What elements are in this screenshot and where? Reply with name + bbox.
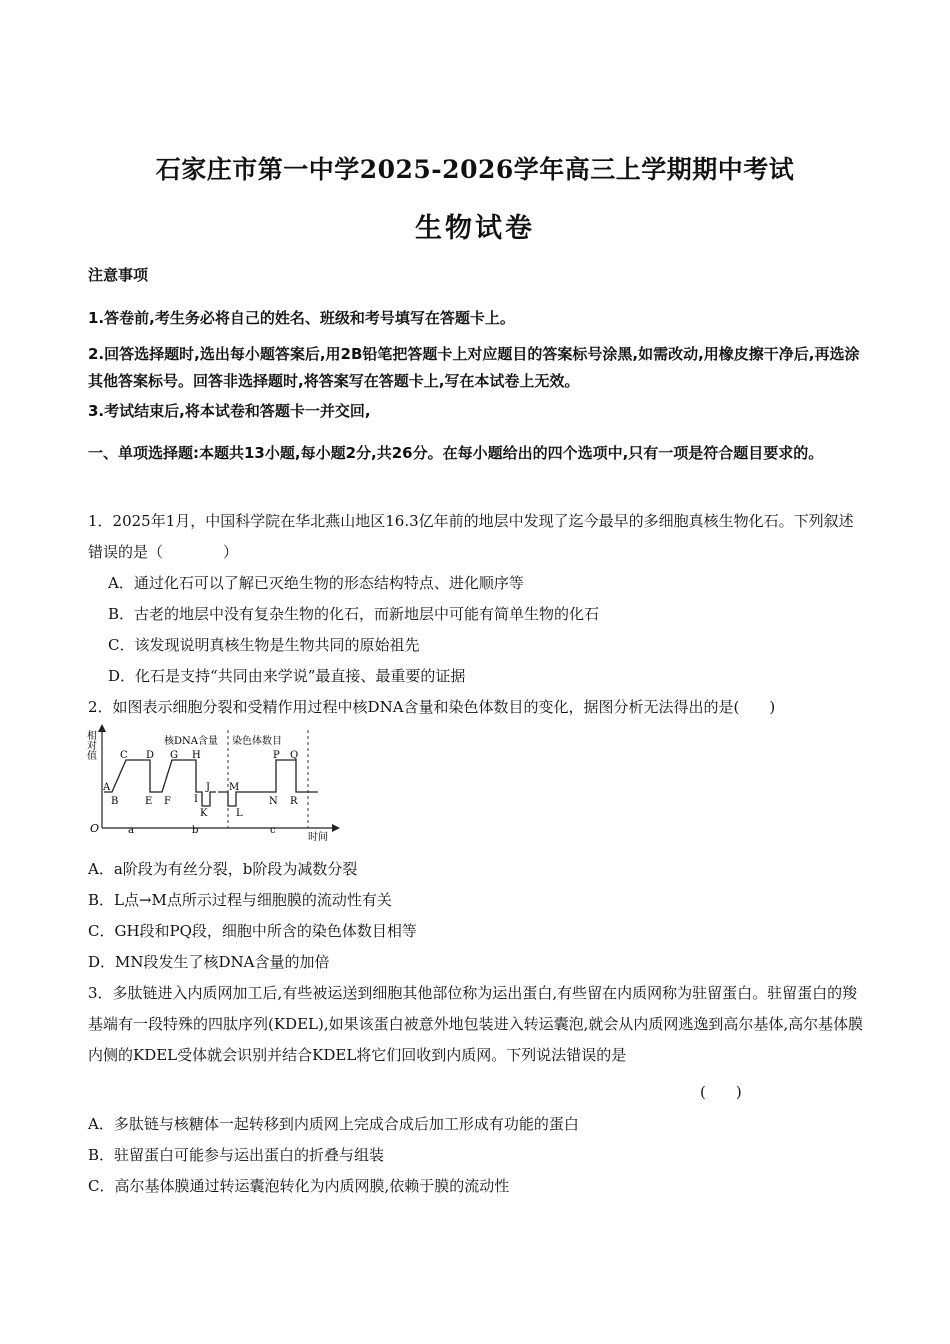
question-3-option-b: B．驻留蛋白可能参与运出蛋白的折叠与组装 (88, 1146, 385, 1164)
point-b: B (111, 796, 119, 807)
point-p: P (273, 750, 280, 761)
point-a: A (103, 782, 111, 793)
question-2-option-d: D．MN段发生了核DNA含量的加倍 (88, 953, 330, 971)
y-axis-label: 相对值 (84, 730, 96, 760)
point-q: Q (290, 750, 299, 761)
y-axis-arrow (98, 724, 106, 732)
point-g: G (170, 750, 178, 761)
question-3-stem: 3．多肽链进入内质网加工后,有些被运送到细胞其他部位称为运出蛋白,有些留在内质网称为驻留蛋白。驻留蛋白的羧基端有一段特殊的四肽序列(KDEL),如果该蛋白被意外地包装进入转运囊泡,就会从内质网逃逸到高尔基体,高尔基体膜内侧的KDEL受体就会识别并结合KDEL将它们回收到内质网。下列说法错误的是 (88, 984, 864, 1064)
point-l: L (236, 808, 243, 819)
notice-item-3: 3.考试结束后,将本试卷和答题卡一并交回, (88, 402, 371, 420)
question-2-option-c: C．GH段和PQ段，细胞中所含的染色体数目相等 (88, 922, 417, 940)
notice-heading: 注意事项 (88, 266, 149, 284)
question-2-option-b: B．L点→M点所示过程与细胞膜的流动性有关 (88, 891, 392, 909)
point-i: I (194, 794, 198, 805)
point-r: R (290, 796, 298, 807)
exam-subtitle: 生物试卷 (415, 213, 535, 244)
point-c: C (120, 750, 128, 761)
section-heading: 一、单项选择题:本题共13小题,每小题2分,共26分。在每小题给出的四个选项中,只有一项是符合题目要求的。 (88, 444, 824, 462)
region-dna-label: 核DNA含量 (164, 736, 218, 747)
question-2-stem: 2．如图表示细胞分裂和受精作用过程中核DNA含量和染色体数目的变化，据图分析无法得出的是( ) (88, 698, 776, 716)
notice-item-2: 2.回答选择题时,选出每小题答案后,用2B铅笔把答题卡上对应题目的答案标号涂黑,如需改动,用橡皮擦干净后,再选涂其他答案标号。回答非选择题时,将答案写在答题卡上,写在本试卷上无效。 (88, 345, 860, 390)
dna-curve (104, 760, 216, 806)
stage-c: c (270, 825, 276, 836)
point-k: K (200, 808, 208, 819)
x-axis-arrow (332, 824, 340, 832)
dna-chromosome-diagram (86, 722, 346, 844)
point-d: D (146, 750, 155, 761)
exam-title: 石家庄市第一中学2025-2026学年高三上学期期中考试 (155, 155, 795, 184)
question-1-option-c: C．该发现说明真核生物是生物共同的原始祖先 (108, 636, 420, 654)
question-3-option-a: A．多肽链与核糖体一起转移到内质网上完成合成后加工形成有功能的蛋白 (88, 1115, 579, 1133)
region-chrom-label: 染色体数目 (232, 736, 282, 747)
question-1-stem: 1．2025年1月，中国科学院在华北燕山地区16.3亿年前的地层中发现了迄今最早的多细胞真核生物化石。下列叙述错误的是（ ） (88, 512, 854, 561)
question-2-option-a: A．a阶段为有丝分裂，b阶段为减数分裂 (88, 860, 358, 878)
question-1-option-b: B．古老的地层中没有复杂生物的化石，而新地层中可能有简单生物的化石 (108, 605, 600, 623)
question-3-option-c: C．高尔基体膜通过转运囊泡转化为内质网膜,依赖于膜的流动性 (88, 1177, 510, 1195)
stage-a: a (128, 825, 134, 836)
x-axis-label: 时间 (308, 832, 328, 843)
notice-item-1: 1.答卷前,考生务必将自己的姓名、班级和考号填写在答题卡上。 (88, 309, 515, 327)
point-n: N (269, 796, 278, 807)
point-h: H (192, 750, 201, 761)
point-j: J (206, 782, 211, 793)
point-e: E (145, 796, 153, 807)
question-1-option-d: D．化石是支持“共同由来学说”最直接、最重要的证据 (108, 667, 466, 685)
point-m: M (229, 782, 240, 793)
origin-label: O (90, 822, 100, 835)
question-3-answer-paren: ( ) (700, 1083, 742, 1101)
point-f: F (164, 796, 171, 807)
question-1-option-a: A．通过化石可以了解已灭绝生物的形态结构特点、进化顺序等 (108, 574, 524, 592)
stage-b: b (192, 825, 199, 836)
